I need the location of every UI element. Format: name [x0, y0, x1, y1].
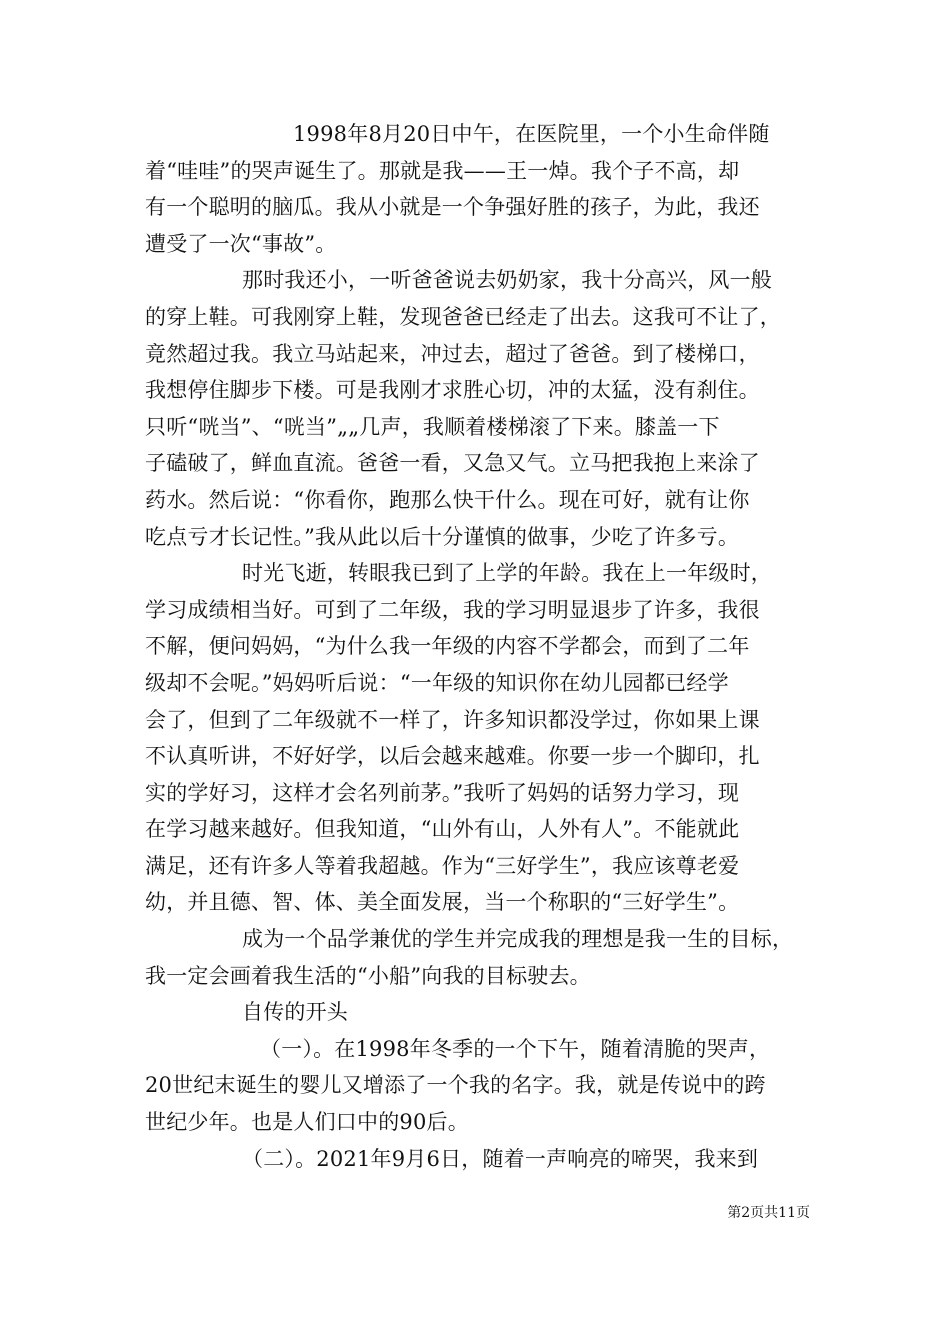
text-line: 竟然超过我。我立马站起来，冲过去，超过了爸爸。到了楼梯口， [145, 341, 760, 366]
text-line: 会了，但到了二年级就不一样了，许多知识都没学过，你如果上课 [145, 707, 760, 732]
text-line: 不认真听讲，不好好学，以后会越来越难。你要一步一个脚印，扎 [145, 744, 760, 769]
text-line: （二）。2021年9月6日，随着一声响亮的啼哭，我来到 [242, 1146, 759, 1171]
text-line: 那时我还小，一听爸爸说去奶奶家，我十分高兴，风一般 [242, 268, 772, 293]
text-line: 成为一个品学兼优的学生并完成我的理想是我一生的目标， [242, 927, 794, 952]
text-line: 幼，并且德、智、体、美全面发展，当一个称职的“三好学生”。 [145, 890, 740, 915]
text-line: 的穿上鞋。可我刚穿上鞋，发现爸爸已经走了出去。这我可不让了， [145, 304, 781, 329]
text-line: 子磕破了，鲜血直流。爸爸一看，又急又气。立马把我抱上来涂了 [145, 451, 760, 476]
text-line: 20世纪末诞生的婴儿又增添了一个我的名字。我，就是传说中的跨 [145, 1073, 766, 1098]
text-line: 学习成绩相当好。可到了二年级，我的学习明显退步了许多，我很 [145, 597, 760, 622]
text-line: 我一定会画着我生活的“小船”向我的目标驶去。 [145, 963, 591, 988]
text-line: 着“哇哇”的哭声诞生了。那就是我——王一焯。我个子不高，却 [145, 158, 740, 183]
text-line: 有一个聪明的脑瓜。我从小就是一个争强好胜的孩子，为此，我还 [145, 195, 760, 220]
text-line: 不解，便问妈妈，“为什么我一年级的内容不学都会，而到了二年 [145, 634, 750, 659]
section-heading: 自传的开头 [242, 1000, 348, 1025]
text-line: 世纪少年。也是人们口中的90后。 [145, 1110, 469, 1135]
document-body [145, 116, 810, 1177]
text-line: 级却不会呢。”妈妈听后说：“一年级的知识你在幼儿园都已经学 [145, 670, 729, 695]
text-line: 只听“咣当”、“咣当”„„几声，我顺着楼梯滚了下来。膝盖一下 [145, 414, 720, 439]
text-line: 药水。然后说：“你看你，跑那么快干什么。现在可好，就有让你 [145, 487, 750, 512]
text-line: 遭受了一次“事故”。 [145, 231, 337, 256]
text-line: 满足，还有许多人等着我超越。作为“三好学生”，我应该尊老爱 [145, 853, 740, 878]
text-line: 实的学好习，这样才会名列前茅。”我听了妈妈的话努力学习，现 [145, 780, 740, 805]
text-line: 我想停住脚步下楼。可是我刚才求胜心切，冲的太猛，没有刹住。 [145, 378, 760, 403]
text-line: （一）。在1998年冬季的一个下午，随着清脆的哭声， [260, 1036, 771, 1061]
text-line: 1998年8月20日中午，在医院里，一个小生命伴随 [293, 122, 770, 146]
page-number: 第2页共11页 [727, 1205, 810, 1221]
text-line: 在学习越来越好。但我知道，“山外有山，人外有人”。不能就此 [145, 817, 740, 842]
text-line: 时光飞逝，转眼我已到了上学的年龄。我在上一年级时， [242, 561, 772, 586]
text-line: 吃点亏才长记性。”我从此以后十分谨慎的做事，少吃了许多亏。 [145, 524, 740, 549]
